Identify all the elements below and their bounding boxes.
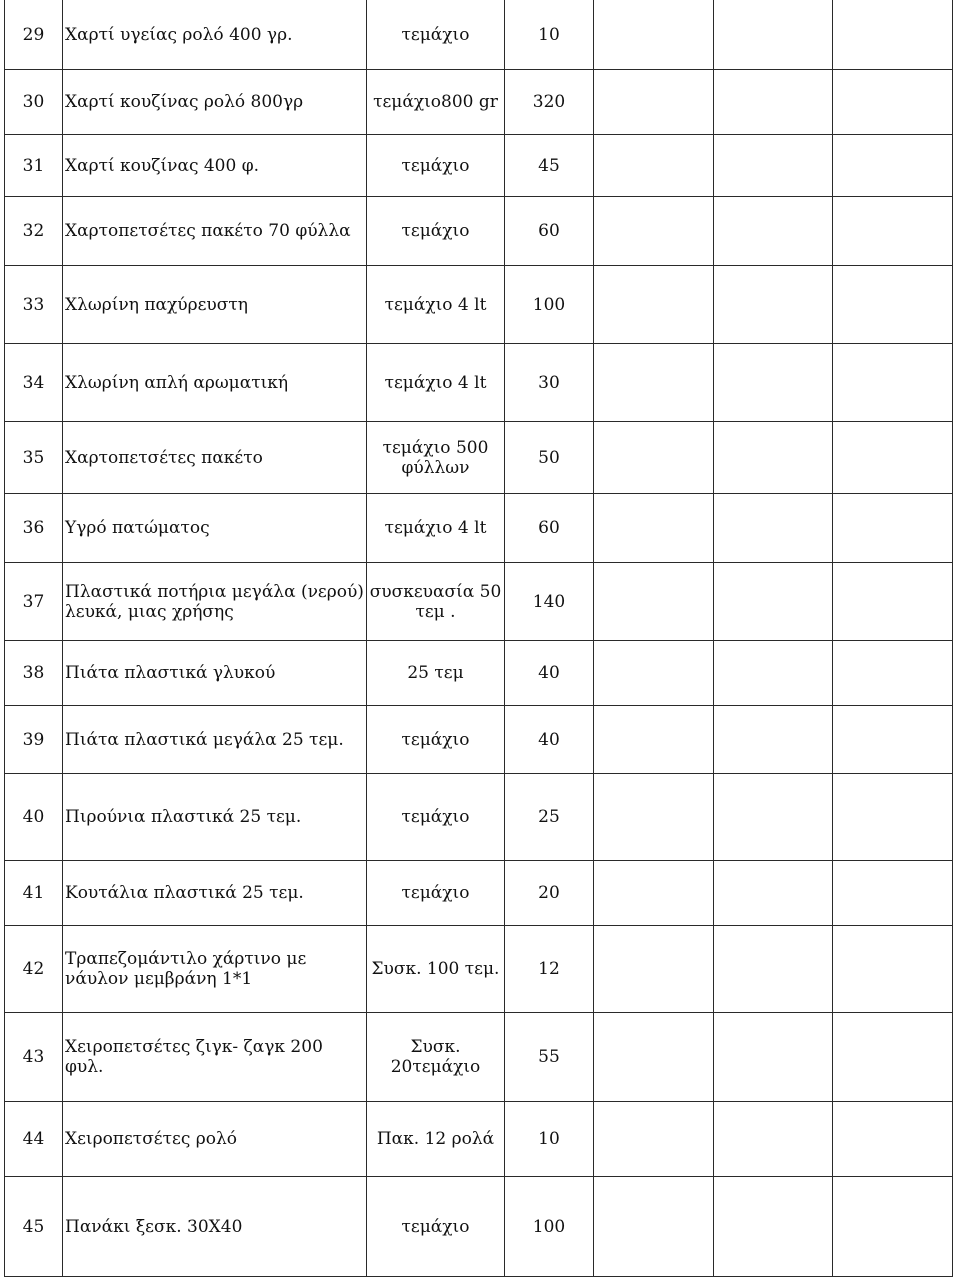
table-row (5, 563, 953, 641)
item-quantity: 100 (505, 1177, 594, 1277)
item-number: 39 (5, 706, 63, 774)
empty-cell (594, 861, 714, 926)
item-quantity: 55 (505, 1013, 594, 1102)
item-description: Χαρτοπετσέτες πακέτο 70 φύλλα (63, 197, 367, 266)
item-quantity: 30 (505, 344, 594, 422)
empty-cell (714, 774, 833, 861)
item-number: 38 (5, 641, 63, 706)
item-description: Χαρτί κουζίνας 400 φ. (63, 135, 367, 197)
item-description: Πιρούνια πλαστικά 25 τεμ. (63, 774, 367, 861)
empty-cell (714, 135, 833, 197)
item-unit: τεμάχιο (367, 774, 505, 861)
item-unit: τεμάχιο (367, 0, 505, 70)
item-unit: τεμάχιο (367, 197, 505, 266)
empty-cell (594, 563, 714, 641)
empty-cell (594, 0, 714, 70)
item-description: Χλωρίνη απλή αρωματική (63, 344, 367, 422)
empty-cell (594, 422, 714, 494)
item-description: Πανάκι ξεσκ. 30Χ40 (63, 1177, 367, 1277)
item-quantity: 45 (505, 135, 594, 197)
empty-cell (594, 494, 714, 563)
empty-cell (833, 266, 953, 344)
empty-cell (594, 135, 714, 197)
empty-cell (594, 926, 714, 1013)
items-table (4, 0, 953, 1277)
empty-cell (714, 344, 833, 422)
item-unit: τεμάχιο 500 φύλλων (367, 422, 505, 494)
empty-cell (833, 0, 953, 70)
item-number: 36 (5, 494, 63, 563)
item-quantity: 140 (505, 563, 594, 641)
empty-cell (714, 1102, 833, 1177)
table-row (5, 861, 953, 926)
empty-cell (714, 641, 833, 706)
item-unit: τεμάχιο (367, 706, 505, 774)
empty-cell (594, 1177, 714, 1277)
table-row (5, 774, 953, 861)
table-row (5, 1102, 953, 1177)
item-unit: Πακ. 12 ρολά (367, 1102, 505, 1177)
item-number: 30 (5, 70, 63, 135)
table-row (5, 266, 953, 344)
item-description: Χαρτοπετσέτες πακέτο (63, 422, 367, 494)
table-row (5, 494, 953, 563)
items-table-body (5, 0, 953, 1277)
empty-cell (714, 1013, 833, 1102)
empty-cell (714, 0, 833, 70)
table-row (5, 1177, 953, 1277)
item-quantity: 25 (505, 774, 594, 861)
item-quantity: 20 (505, 861, 594, 926)
empty-cell (833, 494, 953, 563)
item-number: 37 (5, 563, 63, 641)
item-description: Χαρτί κουζίνας ρολό 800γρ (63, 70, 367, 135)
item-quantity: 100 (505, 266, 594, 344)
item-number: 40 (5, 774, 63, 861)
item-quantity: 10 (505, 1102, 594, 1177)
item-unit: τεμάχιο (367, 861, 505, 926)
table-row (5, 422, 953, 494)
empty-cell (833, 641, 953, 706)
empty-cell (594, 70, 714, 135)
item-description: Πιάτα πλαστικά μεγάλα 25 τεμ. (63, 706, 367, 774)
empty-cell (714, 266, 833, 344)
item-description: Υγρό πατώματος (63, 494, 367, 563)
empty-cell (714, 422, 833, 494)
item-description: Πλαστικά ποτήρια μεγάλα (νερού) λευκά, μιας χρήσης (63, 563, 367, 641)
item-unit: τεμάχιο (367, 1177, 505, 1277)
empty-cell (833, 344, 953, 422)
item-quantity: 12 (505, 926, 594, 1013)
table-row (5, 344, 953, 422)
empty-cell (833, 774, 953, 861)
item-description: Χειροπετσέτες ζιγκ- ζαγκ 200 φυλ. (63, 1013, 367, 1102)
item-unit: τεμάχιο 4 lt (367, 494, 505, 563)
empty-cell (833, 1013, 953, 1102)
item-unit: τεμάχιο 4 lt (367, 344, 505, 422)
table-row (5, 926, 953, 1013)
item-description: Χλωρίνη παχύρευστη (63, 266, 367, 344)
empty-cell (594, 706, 714, 774)
item-quantity: 10 (505, 0, 594, 70)
item-quantity: 40 (505, 706, 594, 774)
empty-cell (714, 70, 833, 135)
item-description: Χαρτί υγείας ρολό 400 γρ. (63, 0, 367, 70)
empty-cell (833, 1177, 953, 1277)
table-row (5, 706, 953, 774)
item-unit: Συσκ. 100 τεμ. (367, 926, 505, 1013)
empty-cell (594, 1013, 714, 1102)
empty-cell (833, 422, 953, 494)
table-row (5, 641, 953, 706)
item-number: 31 (5, 135, 63, 197)
item-quantity: 60 (505, 197, 594, 266)
empty-cell (714, 861, 833, 926)
item-quantity: 320 (505, 70, 594, 135)
empty-cell (714, 563, 833, 641)
item-quantity: 50 (505, 422, 594, 494)
item-description: Κουτάλια πλαστικά 25 τεμ. (63, 861, 367, 926)
empty-cell (594, 641, 714, 706)
table-row (5, 135, 953, 197)
empty-cell (833, 70, 953, 135)
empty-cell (714, 926, 833, 1013)
item-quantity: 60 (505, 494, 594, 563)
empty-cell (714, 197, 833, 266)
empty-cell (714, 706, 833, 774)
table-row (5, 1013, 953, 1102)
empty-cell (714, 494, 833, 563)
empty-cell (833, 563, 953, 641)
item-number: 42 (5, 926, 63, 1013)
item-number: 41 (5, 861, 63, 926)
empty-cell (594, 774, 714, 861)
item-number: 29 (5, 0, 63, 70)
item-unit: Συσκ. 20τεμάχιο (367, 1013, 505, 1102)
empty-cell (833, 861, 953, 926)
table-row (5, 0, 953, 70)
item-number: 33 (5, 266, 63, 344)
empty-cell (594, 344, 714, 422)
empty-cell (833, 197, 953, 266)
item-number: 43 (5, 1013, 63, 1102)
item-unit: συσκευασία 50 τεμ . (367, 563, 505, 641)
item-description: Χειροπετσέτες ρολό (63, 1102, 367, 1177)
item-unit: τεμάχιο800 gr (367, 70, 505, 135)
empty-cell (594, 1102, 714, 1177)
item-unit: τεμάχιο 4 lt (367, 266, 505, 344)
empty-cell (714, 1177, 833, 1277)
empty-cell (833, 135, 953, 197)
item-number: 44 (5, 1102, 63, 1177)
item-description: Τραπεζομάντιλο χάρτινο με νάυλον μεμβράνη 1*1 (63, 926, 367, 1013)
item-unit: τεμάχιο (367, 135, 505, 197)
item-number: 35 (5, 422, 63, 494)
item-number: 34 (5, 344, 63, 422)
empty-cell (833, 926, 953, 1013)
item-number: 32 (5, 197, 63, 266)
item-number: 45 (5, 1177, 63, 1277)
empty-cell (594, 197, 714, 266)
table-row (5, 70, 953, 135)
empty-cell (594, 266, 714, 344)
item-description: Πιάτα πλαστικά γλυκού (63, 641, 367, 706)
empty-cell (833, 1102, 953, 1177)
item-unit: 25 τεμ (367, 641, 505, 706)
item-quantity: 40 (505, 641, 594, 706)
table-row (5, 197, 953, 266)
empty-cell (833, 706, 953, 774)
